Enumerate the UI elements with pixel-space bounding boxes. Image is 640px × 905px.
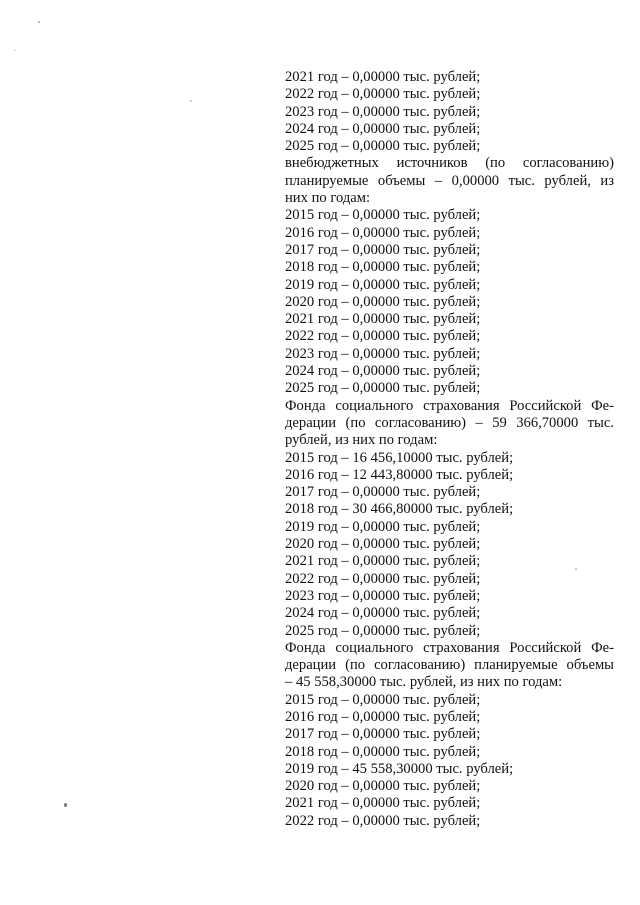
text-line: 2021 год – 0,00000 тыс. рублей; [285, 795, 481, 812]
text-line: 2024 год – 0,00000 тыс. рублей; [285, 605, 481, 622]
text-line: 2025 год – 0,00000 тыс. рублей; [285, 138, 481, 155]
scan-speck [14, 50, 16, 51]
text-line: 2024 год – 0,00000 тыс. рублей; [285, 363, 481, 380]
text-line: 2020 год – 0,00000 тыс. рублей; [285, 778, 481, 795]
scan-speck [38, 21, 40, 23]
text-line: 2020 год – 0,00000 тыс. рублей; [285, 293, 481, 310]
text-line: них по годам: [285, 190, 371, 207]
text-line: 2019 год – 0,00000 тыс. рублей; [285, 518, 481, 535]
text-line: 2025 год – 0,00000 тыс. рублей; [285, 380, 481, 397]
scan-speck [190, 100, 192, 102]
text-line: 2021 год – 0,00000 тыс. рублей; [285, 311, 481, 328]
text-line: 2018 год – 0,00000 тыс. рублей; [285, 743, 481, 760]
text-line: 2018 год – 0,00000 тыс. рублей; [285, 259, 481, 276]
text-line: 2019 год – 0,00000 тыс. рублей; [285, 276, 481, 293]
text-line: 2017 год – 0,00000 тыс. рублей; [285, 484, 481, 501]
text-line: дерации (по согласованию) – 59 366,70000 тыс. [285, 414, 614, 431]
text-line: 2015 год – 0,00000 тыс. рублей; [285, 691, 481, 708]
text-line: 2023 год – 0,00000 тыс. рублей; [285, 587, 481, 604]
text-line: 2023 год – 0,00000 тыс. рублей; [285, 345, 481, 362]
text-line: 2019 год – 45 558,30000 тыс. рублей; [285, 760, 514, 777]
text-line: рублей, из них по годам: [285, 432, 438, 449]
text-line: 2021 год – 0,00000 тыс. рублей; [285, 553, 481, 570]
text-line: 2024 год – 0,00000 тыс. рублей; [285, 120, 481, 137]
text-line: 2018 год – 30 466,80000 тыс. рублей; [285, 501, 514, 518]
text-line: 2015 год – 16 456,10000 тыс. рублей; [285, 449, 514, 466]
text-line: 2022 год – 0,00000 тыс. рублей; [285, 570, 481, 587]
financing-text-block [285, 69, 614, 830]
scan-speck [64, 803, 67, 807]
text-line: 2022 год – 0,00000 тыс. рублей; [285, 86, 481, 103]
text-line: 2017 год – 0,00000 тыс. рублей; [285, 726, 481, 743]
text-line: Фонда социального страхования Российской Фе- [285, 639, 614, 656]
text-line: 2022 год – 0,00000 тыс. рублей; [285, 328, 481, 345]
text-line: 2023 год – 0,00000 тыс. рублей; [285, 103, 481, 120]
text-line: 2025 год – 0,00000 тыс. рублей; [285, 622, 481, 639]
text-line: 2021 год – 0,00000 тыс. рублей; [285, 69, 481, 85]
text-line: 2020 год – 0,00000 тыс. рублей; [285, 536, 481, 553]
text-line: 2015 год – 0,00000 тыс. рублей; [285, 207, 481, 224]
text-line: внебюджетных источников (по согласованию) [285, 155, 614, 172]
text-line: дерации (по согласованию) планируемые объемы [285, 657, 614, 674]
text-line: Фонда социального страхования Российской Фе- [285, 397, 614, 414]
text-line: – 45 558,30000 тыс. рублей, из них по годам: [285, 674, 563, 691]
text-line: 2016 год – 12 443,80000 тыс. рублей; [285, 466, 514, 483]
text-line: 2016 год – 0,00000 тыс. рублей; [285, 224, 481, 241]
text-line: 2016 год – 0,00000 тыс. рублей; [285, 708, 481, 725]
text-line: планируемые объемы – 0,00000 тыс. рублей, из [285, 172, 614, 189]
text-line: 2017 год – 0,00000 тыс. рублей; [285, 241, 481, 258]
text-line: 2022 год – 0,00000 тыс. рублей; [285, 812, 481, 829]
